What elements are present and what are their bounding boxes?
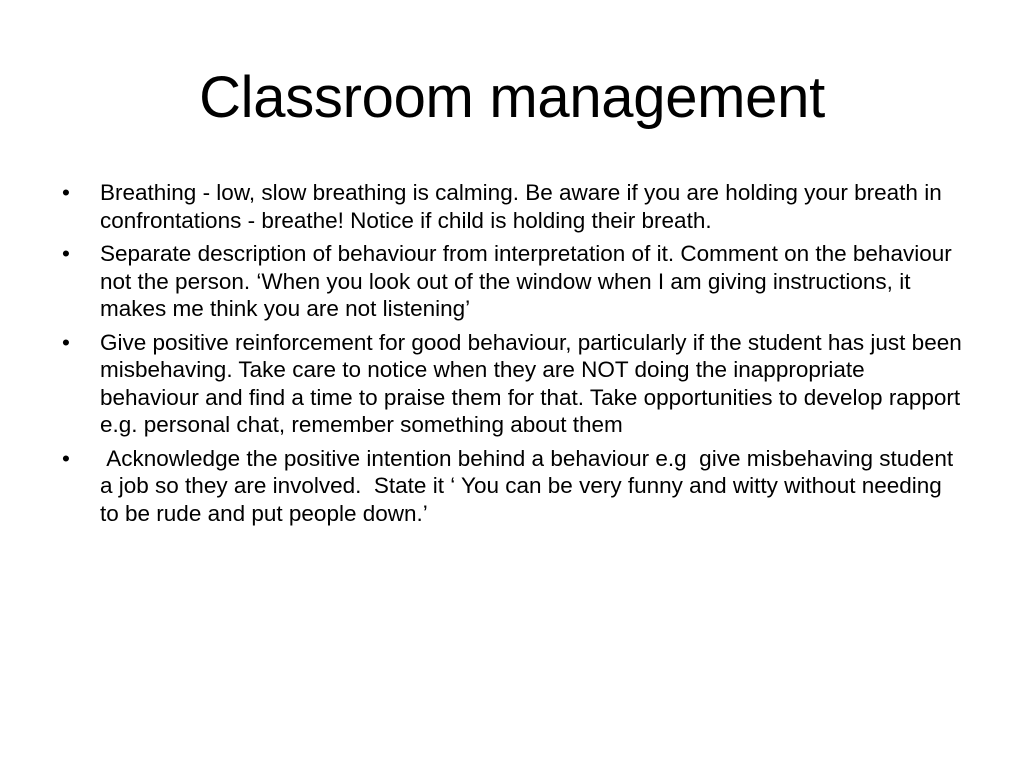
bullet-item-separate-description — [62, 240, 962, 323]
bullet-item-breathing — [62, 179, 962, 234]
bullet-item-positive-intention — [62, 445, 962, 528]
slide-title: Classroom management — [199, 65, 825, 130]
bullet-point-icon: • — [62, 329, 70, 355]
bullet-point-icon: • — [62, 180, 70, 205]
bullet-point-icon: • — [62, 445, 70, 471]
bullet-text: Acknowledge the positive intention behind a behaviour e.g give misbehaving student a job so they are involved. State it ‘ You can be very funny and witty without needing to be rude and put people down.’ — [100, 445, 960, 526]
bullet-list — [62, 179, 969, 533]
bullet-text: Give positive reinforcement for good behaviour, particularly if the student has just been misbehaving. Take care to notice when they are NOT doing the inappropriate behaviour and find a time to praise them for that. Take opportunities to develop rapport e.g. personal chat, remember something about them — [100, 329, 969, 437]
bullet-item-positive-reinforcement — [62, 329, 969, 439]
bullet-text: Breathing - low, slow breathing is calming. Be aware if you are holding your breath in confrontations - breathe! Notice if child is holding their breath. — [100, 180, 948, 233]
bullet-point-icon: • — [62, 241, 70, 266]
bullet-text: Separate description of behaviour from interpretation of it. Comment on the behaviour not the person. ‘When you look out of the window when I am giving instructions, it makes me think you are not listening’ — [100, 241, 958, 321]
